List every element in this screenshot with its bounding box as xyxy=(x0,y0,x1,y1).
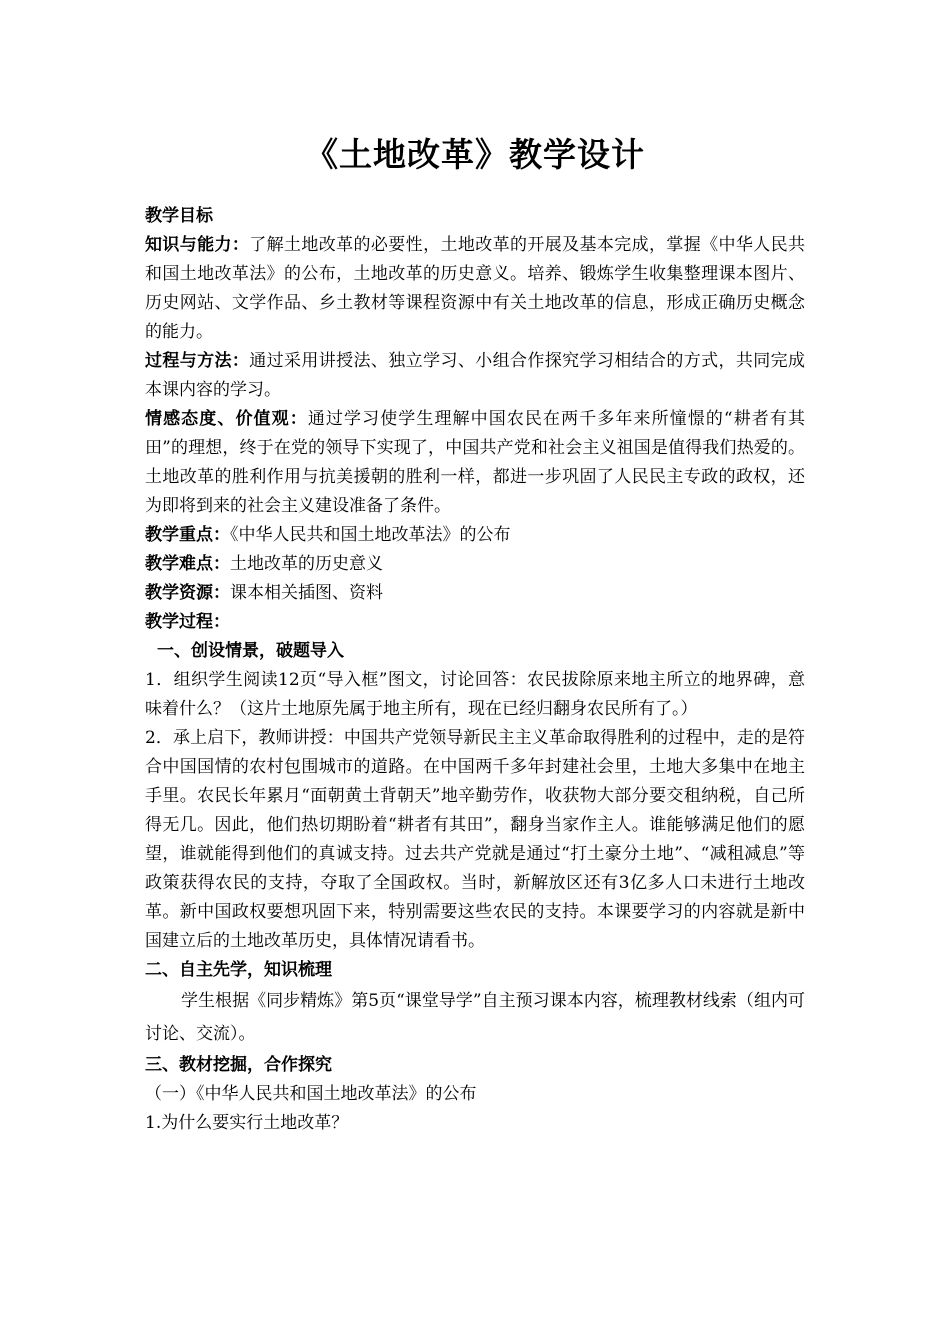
process-method-text: 通过采用讲授法、独立学习、小组合作探究学习相结合的方式，共同完成本课内容的学习。 xyxy=(145,351,806,400)
goals-heading: 教学目标 xyxy=(145,206,213,226)
difficulty-paragraph xyxy=(145,550,805,579)
key-point-label: 教学重点： xyxy=(145,525,230,545)
difficulty-label: 教学难点： xyxy=(145,554,230,574)
emotion-paragraph xyxy=(145,405,805,521)
key-point-text: 《中华人民共和国土地改革法》的公布 xyxy=(230,525,511,545)
knowledge-text: 了解土地改革的必要性，土地改革的开展及基本完成，掌握《中华人民共和国土地改革法》的公布，土地改革的历史意义。培养、锻炼学生收集整理课本图片、历史网站、文学作品、乡土教材等课程资源中有关土地改革的信息，形成正确历史概念的能力。 xyxy=(145,235,806,342)
section1-item1: 1．组织学生阅读12页“导入框”图文，讨论回答：农民拔除原来地主所立的地界碑，意味着什么？（这片土地原先属于地主所有，现在已经归翻身农民所有了。） xyxy=(145,670,805,719)
document-title: 《土地改革》教学设计 xyxy=(305,135,645,174)
process-heading: 教学过程： xyxy=(145,612,230,632)
section2-heading: 二、自主先学，知识梳理 xyxy=(145,960,332,980)
resources-label: 教学资源： xyxy=(145,583,230,603)
knowledge-label: 知识与能力： xyxy=(145,235,250,255)
document-body xyxy=(145,202,805,1138)
emotion-label: 情感态度、价值观： xyxy=(145,409,308,429)
section1-item2: 2．承上启下，教师讲授：中国共产党领导新民主主义革命取得胜利的过程中，走的是符合中国国情的农村包围城市的道路。在中国两千多年封建社会里，土地大多集中在地主手里。农民长年累月“面朝黄土背朝天”地辛勤劳作，收获物大部分要交租纳税，自己所得无几。因此，他们热切期盼着“耕者有其田”，翻身当家作主人。谁能够满足他们的愿望，谁就能得到他们的真诚支持。过去共产党就是通过“打土豪分土地”、“减租减息”等政策获得农民的支持，夺取了全国政权。当时，新解放区还有3亿多人口未进行土地改革。新中国政权要想巩固下来，特别需要这些农民的支持。本课要学习的内容就是新中国建立后的土地改革历史，具体情况请看书。 xyxy=(145,728,805,951)
section2-text: 学生根据《同步精炼》第5页“课堂导学”自主预习课本内容，梳理教材线索（组内可讨论、交流）。 xyxy=(145,991,805,1044)
resources-text: 课本相关插图、资料 xyxy=(230,583,383,603)
section3-q1: 1.为什么要实行土地改革？ xyxy=(145,1113,349,1133)
knowledge-paragraph xyxy=(145,231,805,347)
section3-heading: 三、教材挖掘，合作探究 xyxy=(145,1055,332,1075)
section3-sub1: （一）《中华人民共和国土地改革法》的公布 xyxy=(145,1084,477,1104)
section1-heading: 一、创设情景，破题导入 xyxy=(157,641,344,661)
difficulty-text: 土地改革的历史意义 xyxy=(230,554,383,574)
emotion-text: 通过学习使学生理解中国农民在两千多年来所憧憬的“耕者有其田”的理想，终于在党的领导下实现了，中国共产党和社会主义祖国是值得我们热爱的。土地改革的胜利作用与抗美援朝的胜利一样，都进一步巩固了人民民主专政的政权，还为即将到来的社会主义建设准备了条件。 xyxy=(145,409,805,516)
key-point-paragraph xyxy=(145,521,805,550)
process-method-label: 过程与方法： xyxy=(145,351,250,371)
resources-paragraph xyxy=(145,579,805,608)
process-method-paragraph xyxy=(145,347,805,405)
